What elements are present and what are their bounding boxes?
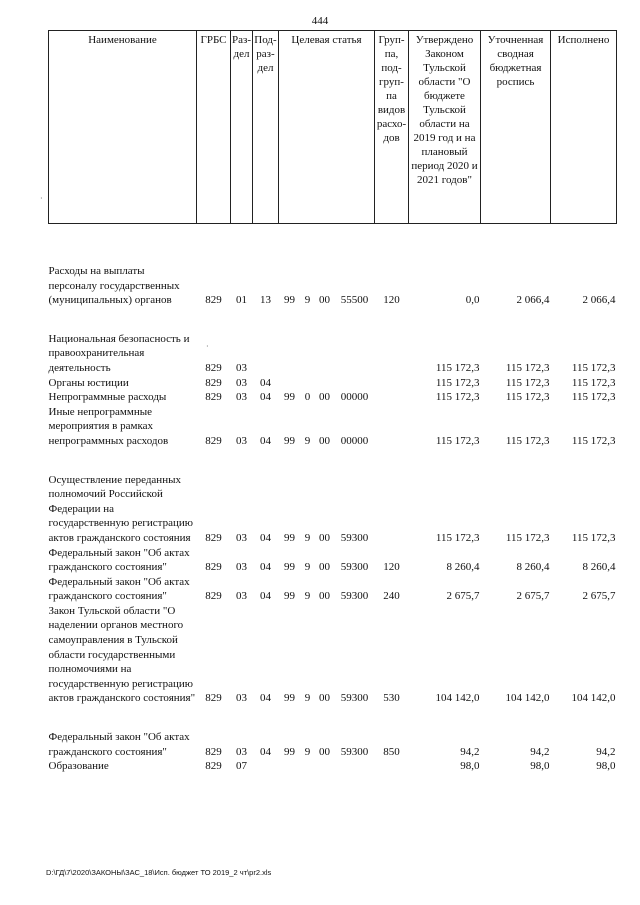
cell-executed: 115 172,3 <box>571 531 616 544</box>
cell-name: Иные непрограммные мероприятия в рамках непрограммных расходов <box>48 405 169 447</box>
cell-approved: 98,0 <box>460 760 480 773</box>
cell-grbs: 829 <box>205 376 222 389</box>
cell-razdel: 03 <box>236 376 247 389</box>
cell-podrazdel <box>253 759 279 774</box>
cell-target-4: 59300 <box>340 531 369 544</box>
cell-target-3: 00 <box>319 531 330 544</box>
cell-group <box>375 390 409 405</box>
cell-group <box>375 405 409 449</box>
table-row <box>49 759 617 774</box>
cell-target-3 <box>315 376 335 391</box>
cell-target-3 <box>315 759 335 774</box>
header-grbs: ГРБС <box>197 31 231 224</box>
cell-grbs: 829 <box>205 692 222 705</box>
cell-target-3: 00 <box>319 434 330 447</box>
cell-podrazdel <box>253 332 279 376</box>
cell-name: Непрограммные расходы <box>48 391 167 404</box>
cell-target-2 <box>301 332 315 376</box>
cell-revised: 115 172,3 <box>505 531 550 544</box>
table-row <box>49 390 617 405</box>
spacer-row <box>49 449 617 473</box>
cell-target-2: 9 <box>304 692 311 705</box>
cell-executed: 8 260,4 <box>582 561 616 574</box>
cell-target-4: 59300 <box>340 745 369 758</box>
cell-razdel: 03 <box>236 434 247 447</box>
margin-mark: · <box>40 194 43 203</box>
cell-group: 120 <box>383 294 400 307</box>
cell-name: Закон Тульской области "О наделении органов местного самоуправления в Тульской области государственными полномочиями на государственную регистрацию актов гражданского состояния" <box>48 604 196 705</box>
cell-razdel: 03 <box>236 361 247 374</box>
cell-target-1: 99 <box>284 294 295 307</box>
cell-target-4: 59300 <box>340 692 369 705</box>
cell-executed: 2 066,4 <box>582 294 616 307</box>
budget-table <box>48 30 617 774</box>
cell-podrazdel: 04 <box>260 745 271 758</box>
spacer-cell <box>49 224 617 265</box>
cell-grbs: 829 <box>205 590 222 603</box>
cell-name: Органы юстиции <box>48 376 129 389</box>
cell-revised: 115 172,3 <box>505 434 550 447</box>
cell-executed: 115 172,3 <box>571 391 616 404</box>
cell-executed: 2 675,7 <box>582 590 616 603</box>
cell-grbs: 829 <box>205 745 222 758</box>
cell-target-4: 00000 <box>340 391 369 404</box>
cell-executed: 104 142,0 <box>571 692 616 705</box>
table-row <box>49 473 617 546</box>
table-row <box>49 332 617 376</box>
cell-executed: 115 172,3 <box>571 361 616 374</box>
cell-target-4: 00000 <box>340 434 369 447</box>
cell-target-1 <box>279 332 301 376</box>
cell-target-2: 9 <box>304 294 311 307</box>
cell-target-1: 99 <box>284 434 295 447</box>
header-target: Целевая статья <box>279 31 375 224</box>
cell-name: Федеральный закон "Об актах гражданского состояния" <box>48 546 190 574</box>
cell-target-4 <box>335 376 375 391</box>
cell-grbs: 829 <box>205 561 222 574</box>
cell-target-3: 00 <box>319 561 330 574</box>
cell-approved: 0,0 <box>465 294 480 307</box>
cell-group <box>375 376 409 391</box>
cell-target-1: 99 <box>284 590 295 603</box>
cell-target-2: 9 <box>304 434 311 447</box>
cell-target-2: 9 <box>304 531 311 544</box>
cell-podrazdel: 04 <box>260 561 271 574</box>
header-group: Груп-па, под-груп-па видов расхо-дов <box>375 31 409 224</box>
cell-executed: 94,2 <box>596 745 616 758</box>
table-row <box>49 575 617 604</box>
cell-group: 120 <box>383 561 400 574</box>
spacer-cell <box>49 706 617 730</box>
cell-revised: 2 675,7 <box>516 590 550 603</box>
table-row <box>49 730 617 759</box>
cell-target-1: 99 <box>284 391 295 404</box>
cell-target-1 <box>279 759 301 774</box>
cell-target-1 <box>279 376 301 391</box>
cell-revised: 115 172,3 <box>505 361 550 374</box>
cell-podrazdel: 04 <box>260 590 271 603</box>
cell-revised: 115 172,3 <box>505 391 550 404</box>
cell-group <box>375 332 409 376</box>
cell-target-3: 00 <box>319 745 330 758</box>
cell-target-1: 99 <box>284 692 295 705</box>
footer-file-path: D:\ГД\7\2020\ЗАКОНЫ\ЗАС_18\Исп. бюджет ТО 2019_2 чт\pr2.xls <box>46 868 272 877</box>
cell-grbs: 829 <box>205 760 222 773</box>
header-approved: Утверждено Законом Тульской области "О бюджете Тульской области на 2019 год и на плановый период 2020 и 2021 годов" <box>409 31 481 224</box>
cell-approved: 115 172,3 <box>435 531 480 544</box>
cell-approved: 115 172,3 <box>435 376 480 389</box>
cell-target-4: 59300 <box>340 590 369 603</box>
cell-approved: 115 172,3 <box>435 361 480 374</box>
table-row <box>49 546 617 575</box>
cell-target-3 <box>315 332 335 376</box>
cell-revised: 94,2 <box>530 745 550 758</box>
cell-revised: 104 142,0 <box>505 692 550 705</box>
cell-podrazdel: 13 <box>260 294 271 307</box>
spacer-cell <box>49 449 617 473</box>
cell-target-3: 00 <box>319 692 330 705</box>
cell-podrazdel: 04 <box>260 531 271 544</box>
cell-name: Федеральный закон "Об актах гражданского состояния" <box>48 731 190 758</box>
cell-target-2: 9 <box>304 590 311 603</box>
cell-revised: 115 172,3 <box>505 376 550 389</box>
cell-approved: 115 172,3 <box>435 434 480 447</box>
cell-podrazdel: 04 <box>260 376 271 389</box>
cell-target-2 <box>301 759 315 774</box>
cell-podrazdel: 04 <box>260 434 271 447</box>
cell-target-2 <box>301 376 315 391</box>
cell-revised: 2 066,4 <box>516 294 550 307</box>
cell-group: 850 <box>383 745 400 758</box>
table-row <box>49 264 617 308</box>
cell-revised: 8 260,4 <box>516 561 550 574</box>
cell-grbs: 829 <box>205 361 222 374</box>
cell-name: Образование <box>48 760 109 773</box>
cell-approved: 115 172,3 <box>435 391 480 404</box>
cell-revised: 98,0 <box>530 760 550 773</box>
cell-target-4: 55500 <box>340 294 369 307</box>
cell-group <box>375 473 409 546</box>
cell-razdel: 03 <box>236 531 247 544</box>
cell-name: Осуществление переданных полномочий Российской Федерации на государственную регистрацию актов гражданского состояния <box>48 473 193 544</box>
cell-approved: 8 260,4 <box>446 561 480 574</box>
cell-target-1: 99 <box>284 561 295 574</box>
cell-grbs: 829 <box>205 391 222 404</box>
header-podrazdel: Под-раз-дел <box>253 31 279 224</box>
cell-podrazdel: 04 <box>260 391 271 404</box>
cell-target-2: 0 <box>304 391 311 404</box>
cell-executed: 115 172,3 <box>571 376 616 389</box>
cell-group: 240 <box>383 590 400 603</box>
cell-executed: 98,0 <box>596 760 616 773</box>
cell-grbs: 829 <box>205 531 222 544</box>
cell-razdel: 03 <box>236 561 247 574</box>
cell-razdel: 03 <box>236 590 247 603</box>
spacer-row <box>49 224 617 265</box>
cell-razdel: 03 <box>236 692 247 705</box>
header-revised: Уточненная сводная бюджетная роспись <box>481 31 551 224</box>
cell-grbs: 829 <box>205 434 222 447</box>
cell-razdel: 07 <box>236 760 247 773</box>
cell-razdel: 01 <box>236 294 247 307</box>
spacer-cell <box>49 308 617 332</box>
spacer-row <box>49 308 617 332</box>
cell-razdel: 03 <box>236 745 247 758</box>
cell-name: Расходы на выплаты персоналу государственных (муниципальных) органов <box>48 265 180 307</box>
cell-target-4 <box>335 332 375 376</box>
header-name: Наименование <box>49 31 197 224</box>
table-row <box>49 604 617 706</box>
cell-razdel: 03 <box>236 391 247 404</box>
header-razdel: Раз-дел <box>231 31 253 224</box>
cell-approved: 94,2 <box>460 745 480 758</box>
cell-target-1: 99 <box>284 745 295 758</box>
cell-approved: 104 142,0 <box>435 692 480 705</box>
margin-mark: · <box>206 342 209 351</box>
cell-target-3: 00 <box>319 294 330 307</box>
cell-executed: 115 172,3 <box>571 434 616 447</box>
cell-group <box>375 759 409 774</box>
cell-target-3: 00 <box>319 590 330 603</box>
cell-target-2: 9 <box>304 561 311 574</box>
cell-target-4 <box>335 759 375 774</box>
cell-target-3: 00 <box>319 391 330 404</box>
spacer-row <box>49 706 617 730</box>
cell-name: Федеральный закон "Об актах гражданского состояния" <box>48 575 190 603</box>
table-row <box>49 376 617 391</box>
cell-target-4: 59300 <box>340 561 369 574</box>
header-executed: Исполнено <box>551 31 617 224</box>
table-row <box>49 405 617 449</box>
cell-target-1: 99 <box>284 531 295 544</box>
table-header-row <box>49 31 617 224</box>
cell-approved: 2 675,7 <box>446 590 480 603</box>
table-body <box>49 224 617 774</box>
cell-name: Национальная безопасность и правоохранительная деятельность <box>48 332 190 374</box>
cell-target-2: 9 <box>304 745 311 758</box>
cell-grbs: 829 <box>205 294 222 307</box>
cell-group: 530 <box>383 692 400 705</box>
page-number: 444 <box>311 15 329 27</box>
cell-podrazdel: 04 <box>260 692 271 705</box>
